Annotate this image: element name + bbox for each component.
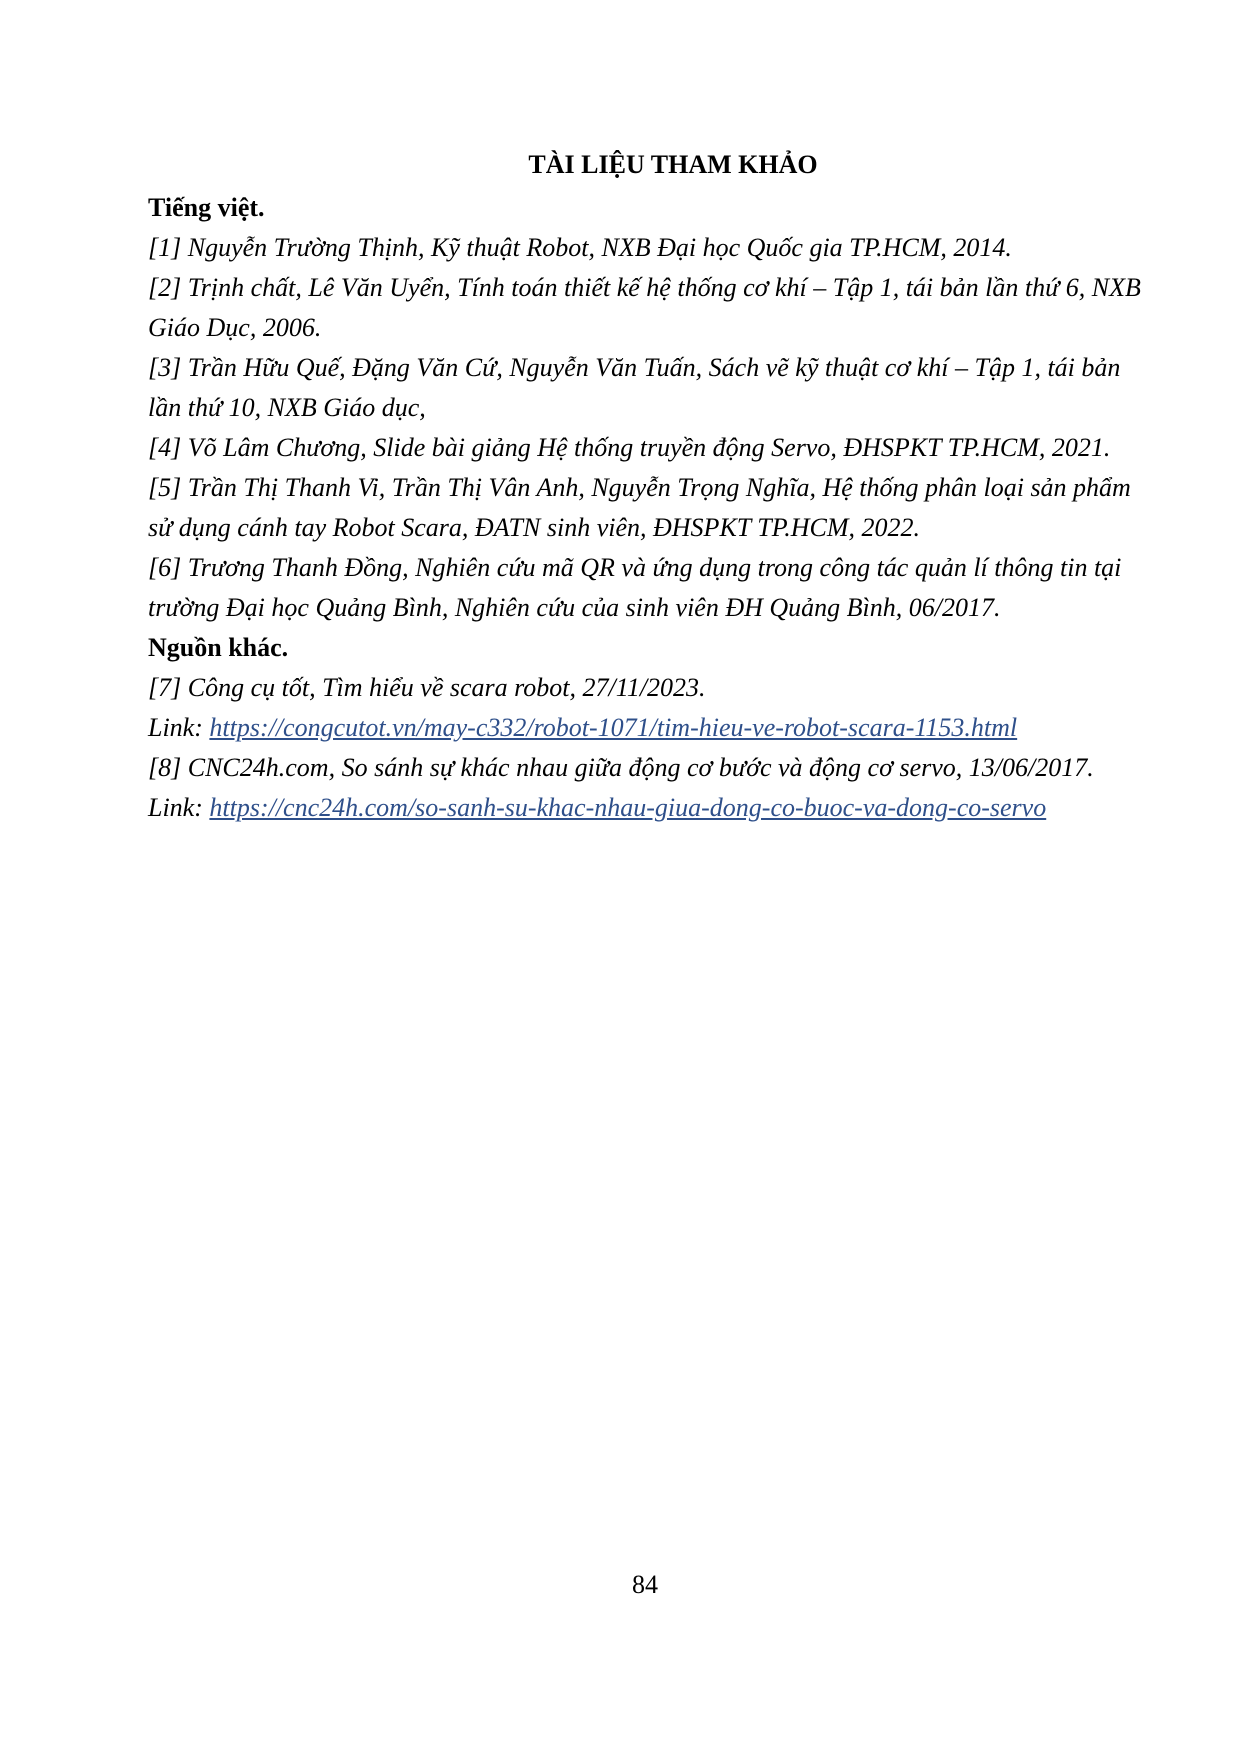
reference-8-link[interactable]: https://cnc24h.com/so-sanh-su-khac-nhau-giua-dong-co-buoc-va-dong-co-servo — [209, 793, 1047, 822]
reference-1: [1] Nguyễn Trường Thịnh, Kỹ thuật Robot, NXB Đại học Quốc gia TP.HCM, 2014. — [148, 233, 1012, 262]
reference-7: [7] Công cụ tốt, Tìm hiểu về scara robot, 27/11/2023. — [148, 673, 706, 702]
page-title: TÀI LIỆU THAM KHẢO — [528, 150, 818, 179]
page-content — [148, 148, 1158, 828]
section-heading-vietnamese: Tiếng việt. — [148, 193, 265, 222]
section-heading-other-sources: Nguồn khác. — [148, 633, 289, 662]
link-label: Link: — [148, 793, 210, 822]
reference-5: [5] Trần Thị Thanh Vi, Trần Thị Vân Anh, Nguyễn Trọng Nghĩa, Hệ thống phân loại sản phẩm sử dụng cánh tay Robot Scara, ĐATN sinh viên, ĐHSPKT TP.HCM, 2022. — [148, 473, 1131, 542]
reference-7-link[interactable]: https://congcutot.vn/may-c332/robot-1071/tim-hieu-ve-robot-scara-1153.html — [209, 713, 1018, 742]
reference-2: [2] Trịnh chất, Lê Văn Uyển, Tính toán thiết kế hệ thống cơ khí – Tập 1, tái bản lần thứ 6, NXB Giáo Dục, 2006. — [148, 273, 1141, 342]
link-label: Link: — [148, 713, 210, 742]
reference-7-link-line — [148, 708, 1158, 748]
reference-3: [3] Trần Hữu Quế, Đặng Văn Cứ, Nguyễn Văn Tuấn, Sách vẽ kỹ thuật cơ khí – Tập 1, tái bản lần thứ 10, NXB Giáo dục, — [148, 353, 1121, 422]
reference-6: [6] Trương Thanh Đồng, Nghiên cứu mã QR và ứng dụng trong công tác quản lí thông tin tại trường Đại học Quảng Bình, Nghiên cứu của sinh viên ĐH Quảng Bình, 06/2017. — [148, 553, 1122, 622]
reference-4: [4] Võ Lâm Chương, Slide bài giảng Hệ thống truyền động Servo, ĐHSPKT TP.HCM, 2021. — [148, 433, 1111, 462]
page-number: 84 — [632, 1570, 658, 1599]
reference-8-link-line — [148, 788, 1158, 828]
reference-8: [8] CNC24h.com, So sánh sự khác nhau giữa động cơ bước và động cơ servo, 13/06/2017. — [148, 753, 1094, 782]
